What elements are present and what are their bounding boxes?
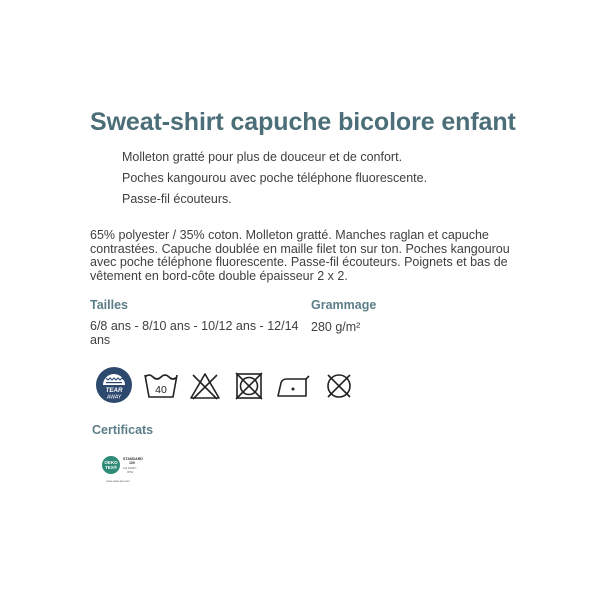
standard-line3: CQ 1002/7 bbox=[123, 466, 137, 470]
product-title: Sweat-shirt capuche bicolore enfant bbox=[90, 108, 516, 136]
wash-temperature: 40 bbox=[155, 384, 167, 396]
feature-list bbox=[122, 150, 427, 213]
care-instructions bbox=[95, 366, 365, 406]
weight-label: Grammage bbox=[311, 298, 377, 312]
feature-item: Passe-fil écouteurs. bbox=[122, 192, 232, 206]
feature-item: Molleton gratté pour plus de douceur et de confort. bbox=[122, 150, 403, 164]
feature-item: Poches kangourou avec poche téléphone fluorescente. bbox=[122, 171, 428, 185]
oeko-tex-logo bbox=[101, 452, 163, 488]
no-tumble-dry-icon bbox=[234, 371, 264, 401]
wash-40-icon bbox=[143, 372, 179, 400]
tear-away-line2: AWAY bbox=[106, 394, 122, 401]
standard-line1: STANDARD bbox=[123, 457, 143, 461]
oeko-website: www.oeko-tex.com bbox=[106, 479, 130, 483]
product-description: 65% polyester / 35% coton. Molleton gratté. Manches raglan et capuche contrastées. Capuche doublée en maille filet ton sur ton. Poches kangourou avec poche téléphone fluorescente. Passe-fil écouteurs. Poignets et bas de vêtement en bord-côte double épaisseur 2 x 2. bbox=[90, 228, 510, 283]
no-dry-clean-icon bbox=[324, 371, 354, 401]
standard-line2: 100 bbox=[129, 461, 135, 465]
certificates-label: Certificats bbox=[92, 423, 154, 437]
sizes-label: Tailles bbox=[90, 298, 128, 312]
standard-line4: IFTH bbox=[127, 470, 134, 474]
tear-away-line1: TEAR bbox=[105, 387, 123, 394]
weight-value: 280 g/m² bbox=[311, 320, 361, 334]
tear-away-icon bbox=[95, 366, 133, 404]
oeko-line1: OEKO bbox=[104, 460, 118, 465]
iron-low-icon bbox=[276, 373, 312, 399]
oeko-line2: TEX® bbox=[104, 465, 118, 470]
sizes-value: 6/8 ans - 8/10 ans - 10/12 ans - 12/14 ans bbox=[90, 319, 299, 347]
no-bleach-icon bbox=[189, 371, 221, 401]
